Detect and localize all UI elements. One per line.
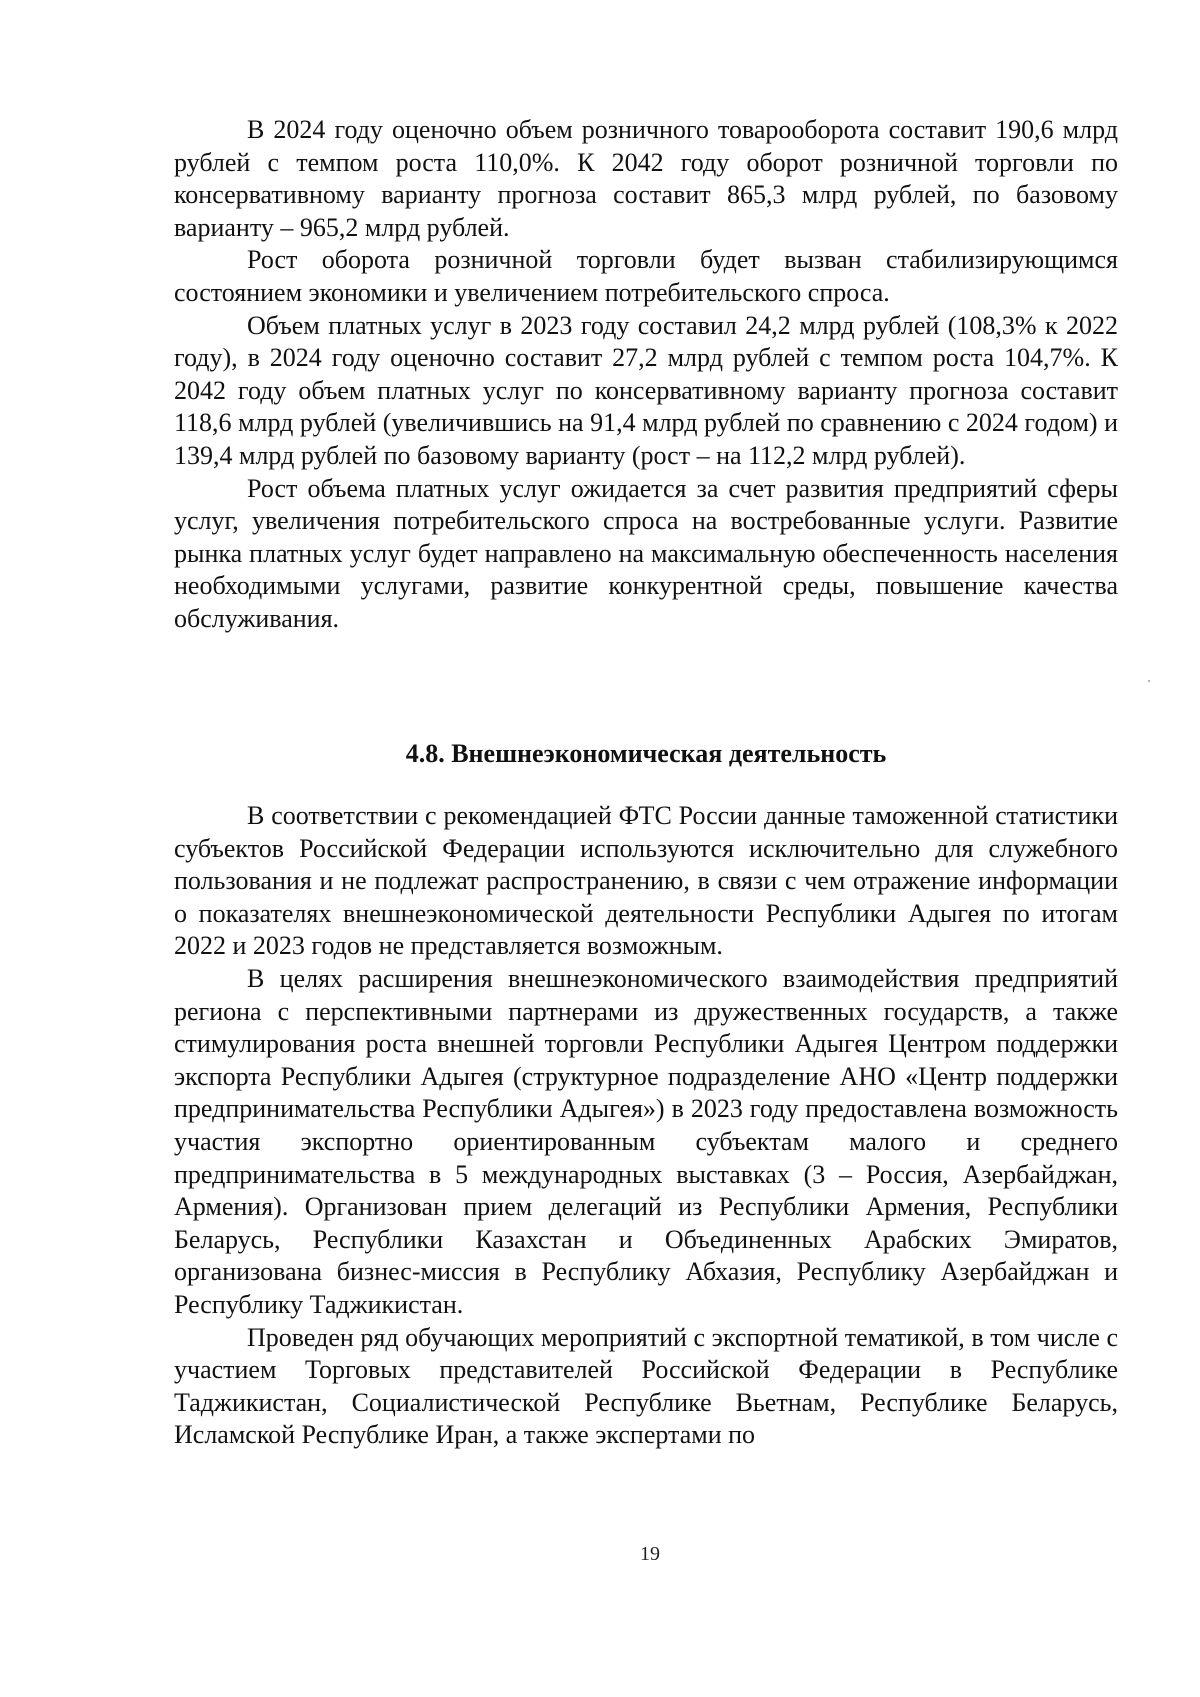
section-heading: 4.8. Внешнеэкономическая деятельность [405, 739, 887, 768]
paragraph-retail-forecast: В 2024 году оценочно объем розничного товарооборота составит 190,6 млрд рублей с темпом роста 110,0%. К 2042 году оборот розничной торговли по консервативному варианту прогноза составит 865,3 млрд рублей, по базовому варианту – 965,2 млрд рублей. [174, 115, 1118, 242]
paragraph-export-support: В целях расширения внешнеэкономического взаимодействия предприятий региона с перспективными партнерами из дружественных государств, а также стимулирования роста внешней торговли Республики Адыгея Центром поддержки экспорта Республики Адыгея (структурное подразделение АНО «Центр поддержки предпринимательства Республики Адыгея») в 2023 году предоставлена возможность участия экспортно ориентированным субъектам малого и среднего предпринимательства в 5 международных выставках (3 – Россия, Азербайджан, Армения). Организован прием делегаций из Республики Армения, Республики Беларусь, Республики Казахстан и Объединенных Арабских Эмиратов, организована бизнес-миссия в Республику Абхазия, Республику Азербайджан и Республику Таджикистан. [174, 963, 1118, 1319]
paragraph-training-events: Проведен ряд обучающих мероприятий с экспортной тематикой, в том числе с участием Торговых представителей Российской Федерации в Республике Таджикистан, Социалистической Республике Вьетнам, Республике Беларусь, Исламской Республике Иран, а также экспертами по [174, 1322, 1118, 1450]
paragraph-paid-services: Объем платных услуг в 2023 году составил 24,2 млрд рублей (108,3% к 2022 году), в 2024 году оценочно составит 27,2 млрд рублей с темпом роста 104,7%. К 2042 году объем платных услуг по консервативному варианту прогноза составит 118,6 млрд рублей (увеличившись на 91,4 млрд рублей по сравнению с 2024 годом) и 139,4 млрд рублей по базовому варианту (рост – на 112,2 млрд рублей). [174, 310, 1118, 470]
page-number: 19 [640, 1543, 660, 1565]
paragraph-customs-statistics: В соответствии с рекомендацией ФТС России данные таможенной статистики субъектов Российской Федерации используются исключительно для служебного пользования и не подлежат распространению, в связи с чем отражение информации о показателях внешнеэкономической деятельности Республики Адыгея по итогам 2022 и 2023 годов не представляется возможным. [174, 801, 1118, 961]
top-text-block [174, 114, 1118, 636]
paragraph-paid-services-growth: Рост объема платных услуг ожидается за счет развития предприятий сферы услуг, увеличения потребительского спроса на востребованные услуги. Развитие рынка платных услуг будет направлено на максимальную обеспеченность населения необходимыми услугами, развитие конкурентной среды, повышение качества обслуживания. [174, 473, 1118, 633]
paragraph-retail-growth: Рост оборота розничной торговли будет вызван стабилизирующимся состоянием экономики и увеличением потребительского спроса. [174, 245, 1118, 307]
scan-artifact [1148, 680, 1150, 682]
bottom-text-block [174, 800, 1118, 1452]
